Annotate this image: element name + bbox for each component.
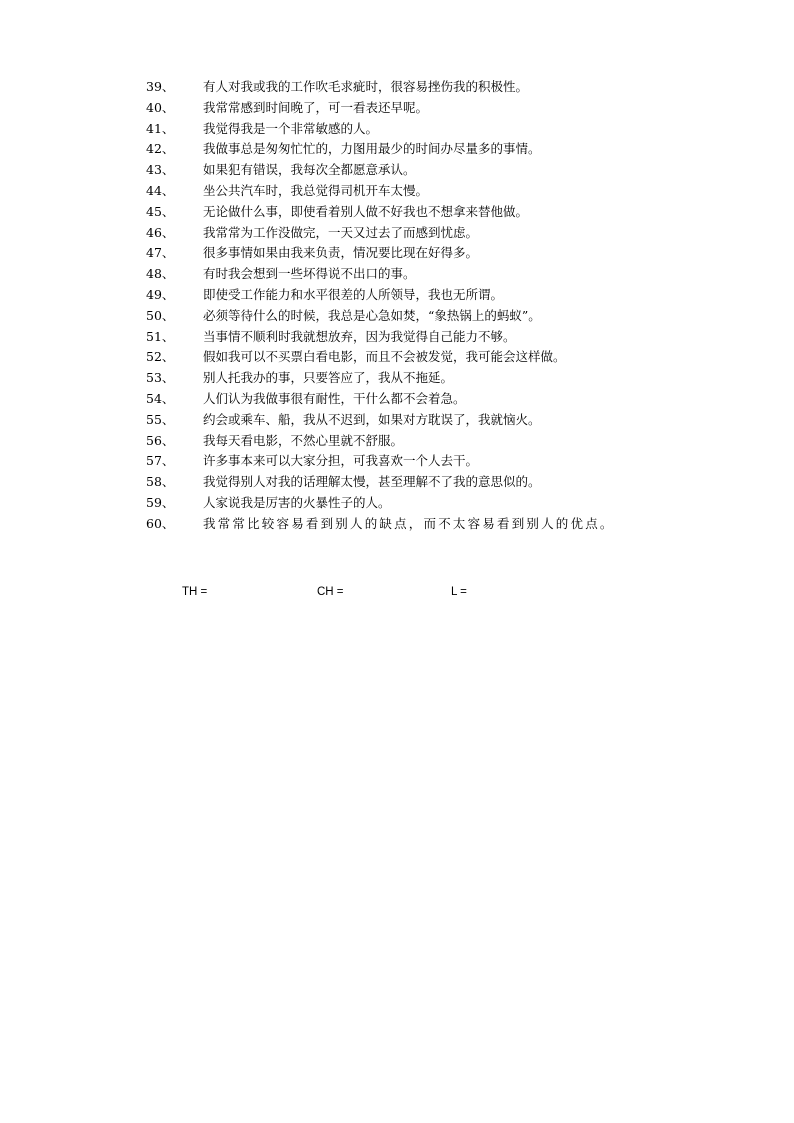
question-number: 48、 — [146, 266, 175, 282]
question-item — [146, 77, 706, 98]
question-number: 59、 — [146, 494, 175, 510]
question-text: 人们认为我做事很有耐性，干什么都不会着急。 — [203, 390, 466, 406]
question-text: 无论做什么事，即使看着别人做不好我也不想拿来替他做。 — [203, 203, 529, 219]
question-number: 40、 — [146, 99, 175, 115]
question-text: 人家说我是厉害的火暴性子的人。 — [203, 494, 391, 510]
question-item — [146, 285, 706, 306]
question-item — [146, 368, 706, 389]
question-item — [146, 514, 706, 535]
question-item — [146, 160, 706, 181]
question-number: 46、 — [146, 224, 175, 240]
question-item — [146, 327, 706, 348]
question-text: 我每天看电影，不然心里就不舒服。 — [203, 432, 404, 448]
question-item — [146, 264, 706, 285]
question-number: 47、 — [146, 245, 175, 261]
question-number: 52、 — [146, 349, 175, 365]
question-text: 我常常感到时间晚了，可一看表还早呢。 — [203, 99, 429, 115]
question-text: 必须等待什么的时候，我总是心急如焚，“象热锅上的蚂蚁”。 — [203, 307, 541, 323]
question-number: 42、 — [146, 141, 175, 157]
question-text: 坐公共汽车时，我总觉得司机开车太慢。 — [203, 182, 429, 198]
question-item — [146, 431, 706, 452]
question-number: 51、 — [146, 328, 175, 344]
question-number: 43、 — [146, 162, 175, 178]
question-number: 56、 — [146, 432, 175, 448]
question-text: 我做事总是匆匆忙忙的，力图用最少的时间办尽量多的事情。 — [203, 141, 541, 157]
question-item — [146, 493, 706, 514]
question-number: 50、 — [146, 307, 175, 323]
question-number: 45、 — [146, 203, 175, 219]
question-number: 39、 — [146, 79, 175, 94]
question-text: 我常常比较容易看到别人的缺点，而不太容易看到别人的优点。 — [203, 515, 615, 531]
question-item — [146, 119, 706, 140]
l-score-label: L = — [451, 586, 467, 598]
question-number: 55、 — [146, 411, 175, 427]
question-number: 60、 — [146, 515, 175, 531]
question-list — [146, 77, 706, 535]
question-item — [146, 98, 706, 119]
question-item — [146, 472, 706, 493]
question-number: 41、 — [146, 120, 175, 136]
question-text: 许多事本来可以大家分担，可我喜欢一个人去干。 — [203, 453, 479, 469]
question-text: 我觉得我是一个非常敏感的人。 — [203, 120, 379, 136]
question-number: 53、 — [146, 370, 175, 386]
question-item — [146, 347, 706, 368]
question-item — [146, 389, 706, 410]
question-text: 很多事情如果由我来负责，情况要比现在好得多。 — [203, 245, 479, 261]
question-text: 有时我会想到一些坏得说不出口的事。 — [203, 266, 416, 282]
question-item — [146, 451, 706, 472]
question-item — [146, 306, 706, 327]
question-text: 如果犯有错误，我每次全都愿意承认。 — [203, 162, 416, 178]
question-item — [146, 202, 706, 223]
question-text: 假如我可以不买票白看电影，而且不会被发觉，我可能会这样做。 — [203, 349, 566, 365]
score-line — [0, 582, 794, 602]
th-score-label: TH = — [182, 586, 208, 598]
question-text: 我觉得别人对我的话理解太慢，甚至理解不了我的意思似的。 — [203, 474, 541, 490]
question-text: 我常常为工作没做完，一天又过去了而感到忧虑。 — [203, 224, 479, 240]
question-number: 54、 — [146, 390, 175, 406]
question-number: 44、 — [146, 182, 175, 198]
question-text: 别人托我办的事，只要答应了，我从不拖延。 — [203, 370, 454, 386]
question-item — [146, 410, 706, 431]
question-number: 58、 — [146, 474, 175, 490]
question-text: 约会或乘车、船，我从不迟到，如果对方耽误了，我就恼火。 — [203, 411, 541, 427]
question-text: 即使受工作能力和水平很差的人所领导，我也无所谓。 — [203, 286, 504, 302]
question-item — [146, 223, 706, 244]
question-item — [146, 139, 706, 160]
question-text: 有人对我或我的工作吹毛求疵时，很容易挫伤我的积极性。 — [203, 79, 529, 94]
ch-score-label: CH = — [317, 586, 344, 598]
question-number: 57、 — [146, 453, 175, 469]
question-text: 当事情不顺利时我就想放弃，因为我觉得自己能力不够。 — [203, 328, 516, 344]
question-item — [146, 181, 706, 202]
question-number: 49、 — [146, 286, 175, 302]
question-item — [146, 243, 706, 264]
